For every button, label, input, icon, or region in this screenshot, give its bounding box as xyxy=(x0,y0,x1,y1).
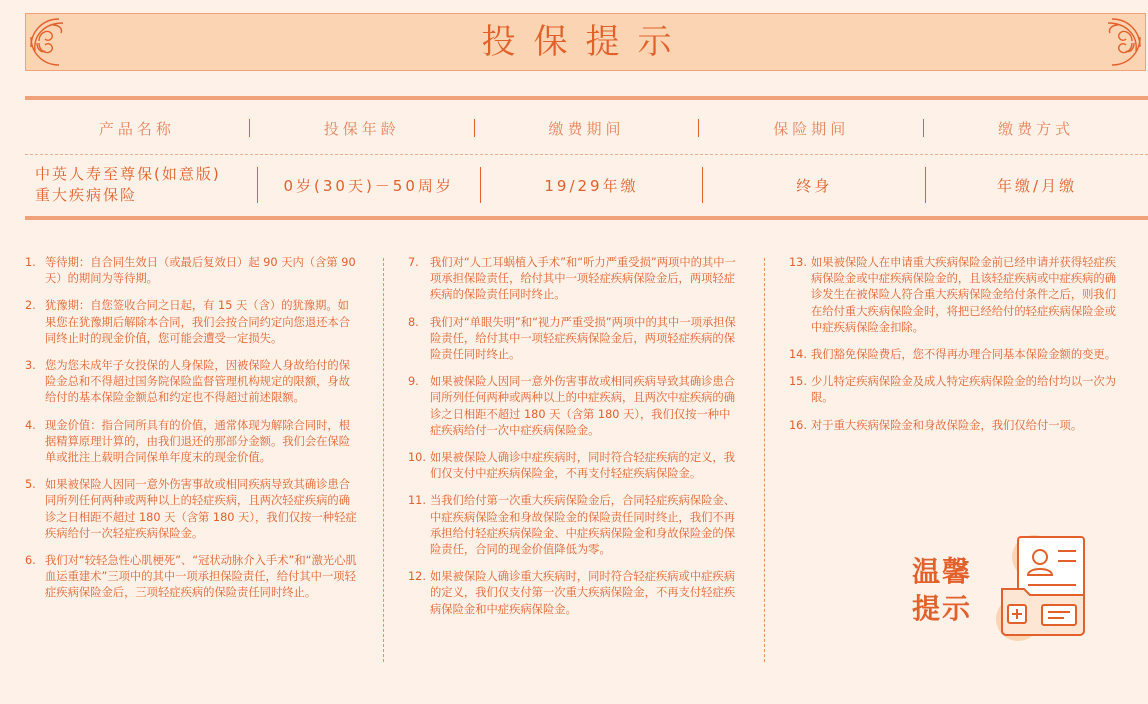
list-item: 15. 少儿特定疾病保险金及成人特定疾病保险金的给付均以一次为限。 xyxy=(789,375,1117,405)
column-divider xyxy=(383,258,384,662)
header-payment-period: 缴费期间 xyxy=(548,119,625,138)
list-item: 12. 如果被保险人确诊重大疾病时，同时符合轻症疾病或中症疾病的定义，我们仅支付第一次重大疾病保险金，不再支付轻症疾病保险金和中症疾病保险金。 xyxy=(408,570,736,616)
product-name-line2: 重大疾病保险 xyxy=(35,186,138,204)
notes-column-3 xyxy=(789,255,1121,445)
list-item: 16. 对于重大疾病保险金和身故保险金，我们仅给付一项。 xyxy=(789,418,1083,432)
list-item: 4. 现金价值：指合同所具有的价值，通常体现为解除合同时，根据精算原理计算的，由我们退还的那部分金额。我们会在保险单或批注上载明合同保单年度末的现金价值。 xyxy=(25,418,351,465)
list-item: 8. 我们对“单眼失明”和“视力严重受损”两项中的其中一项承担保险责任，给付其中一项轻症疾病保险金后，两项轻症疾病的保险责任同时终止。 xyxy=(408,315,736,362)
header-product-name: 产品名称 xyxy=(98,119,175,138)
notes-column-1 xyxy=(25,255,357,613)
page-title: 投保提示 xyxy=(481,22,690,62)
table-row-divider xyxy=(25,154,1148,155)
list-item: 1. 等待期：自合同生效日（或最后复效日）起 90 天内（含第 90天）的期间为等待期。 xyxy=(25,256,356,286)
list-item: 9. 如果被保险人因同一意外伤害事故或相同疾病导致其确诊患合同所列任何两种或两种以上的中症疾病，且两次中症疾病的确诊之日相距不超过 180 天（含第 180 天），我们仅按一种中症疾病给付一次中症疾病保险金。 xyxy=(408,375,736,437)
list-item: 13. 如果被保险人在申请重大疾病保险金前已经申请并获得轻症疾病保险金或中症疾病保险金的，且该轻症疾病或中症疾病的确诊发生在被保险人符合重大疾病保险金给付条件之后，则我们在给付重大疾病保险金时，将把已经给付的轻症疾病保险金或中症疾病保险金扣除。 xyxy=(789,256,1117,334)
header-payment-method: 缴费方式 xyxy=(998,119,1075,138)
header-coverage-period: 保险期间 xyxy=(773,119,850,138)
list-item: 7. 我们对“人工耳蜗植入手术”和“听力严重受损”两项中的其中一项承担保险责任，给付其中一项轻症疾病保险金后，两项轻症疾病的保险责任同时终止。 xyxy=(408,256,736,302)
notes-column-2 xyxy=(408,255,740,629)
table-bottom-rule xyxy=(25,216,1148,220)
warm-tip-label: 温馨 提示 xyxy=(912,555,973,625)
list-item: 6. 我们对“较轻急性心肌梗死”、“冠状动脉介入手术”和“激光心肌血运重建术”三项中的其中一项承担保险责任，给付其中一项轻症疾病保险金后，三项轻症疾病的保险责任同时终止。 xyxy=(25,554,357,600)
header-banner xyxy=(25,13,1146,71)
document-folder-icon xyxy=(988,527,1098,645)
table-top-rule xyxy=(25,96,1148,100)
list-item: 11. 当我们给付第一次重大疾病保险金后，合同轻症疾病保险金、中症疾病保险金和身故保险金的保险责任同时终止，我们不再承担给付轻症疾病保险金、中症疾病保险金和身故保险金的保险责任，合同的现金价值降低为零。 xyxy=(408,494,736,557)
list-item: 14. 我们豁免保险费后，您不得再办理合同基本保险金额的变更。 xyxy=(789,348,1117,362)
header-insured-age: 投保年龄 xyxy=(323,119,400,138)
list-item: 5. 如果被保险人因同一意外伤害事故或相同疾病导致其确诊患合同所列任何两种或两种以上的轻症疾病，且两次轻症疾病的确诊之日相距不超过 180 天（含第 180 天），我们仅按一种轻症疾病给付一次轻症疾病保险金。 xyxy=(25,478,357,540)
product-name-line1: 中英人寿至尊保(如意版) xyxy=(35,165,221,183)
table-header-row xyxy=(25,108,1148,148)
coverage-period-cell: 终身 xyxy=(796,176,833,195)
insured-age-cell: 0岁(30天)－50周岁 xyxy=(283,176,454,195)
list-item: 10. 如果被保险人确诊中症疾病时，同时符合轻症疾病的定义，我们仅支付中症疾病保险金，不再支付轻症疾病保险金。 xyxy=(408,451,736,481)
list-item: 2. 犹豫期：自您签收合同之日起，有 15 天（含）的犹豫期。如果您在犹豫期后解除本合同，我们会按合同约定向您退还本合同终止时的现金价值，您可能会遭受一定损失。 xyxy=(25,299,351,345)
payment-method-cell: 年缴/月缴 xyxy=(997,176,1078,195)
column-divider xyxy=(764,258,765,662)
payment-period-cell: 19/29年缴 xyxy=(544,176,639,195)
table-row xyxy=(25,160,1148,210)
product-name-cell xyxy=(25,160,257,210)
list-item: 3. 您为您未成年子女投保的人身保险，因被保险人身故给付的保险金总和不得超过国务院保险监督管理机构规定的限额，身故给付的基本保险金额总和约定也不得超过前述限额。 xyxy=(25,359,351,405)
